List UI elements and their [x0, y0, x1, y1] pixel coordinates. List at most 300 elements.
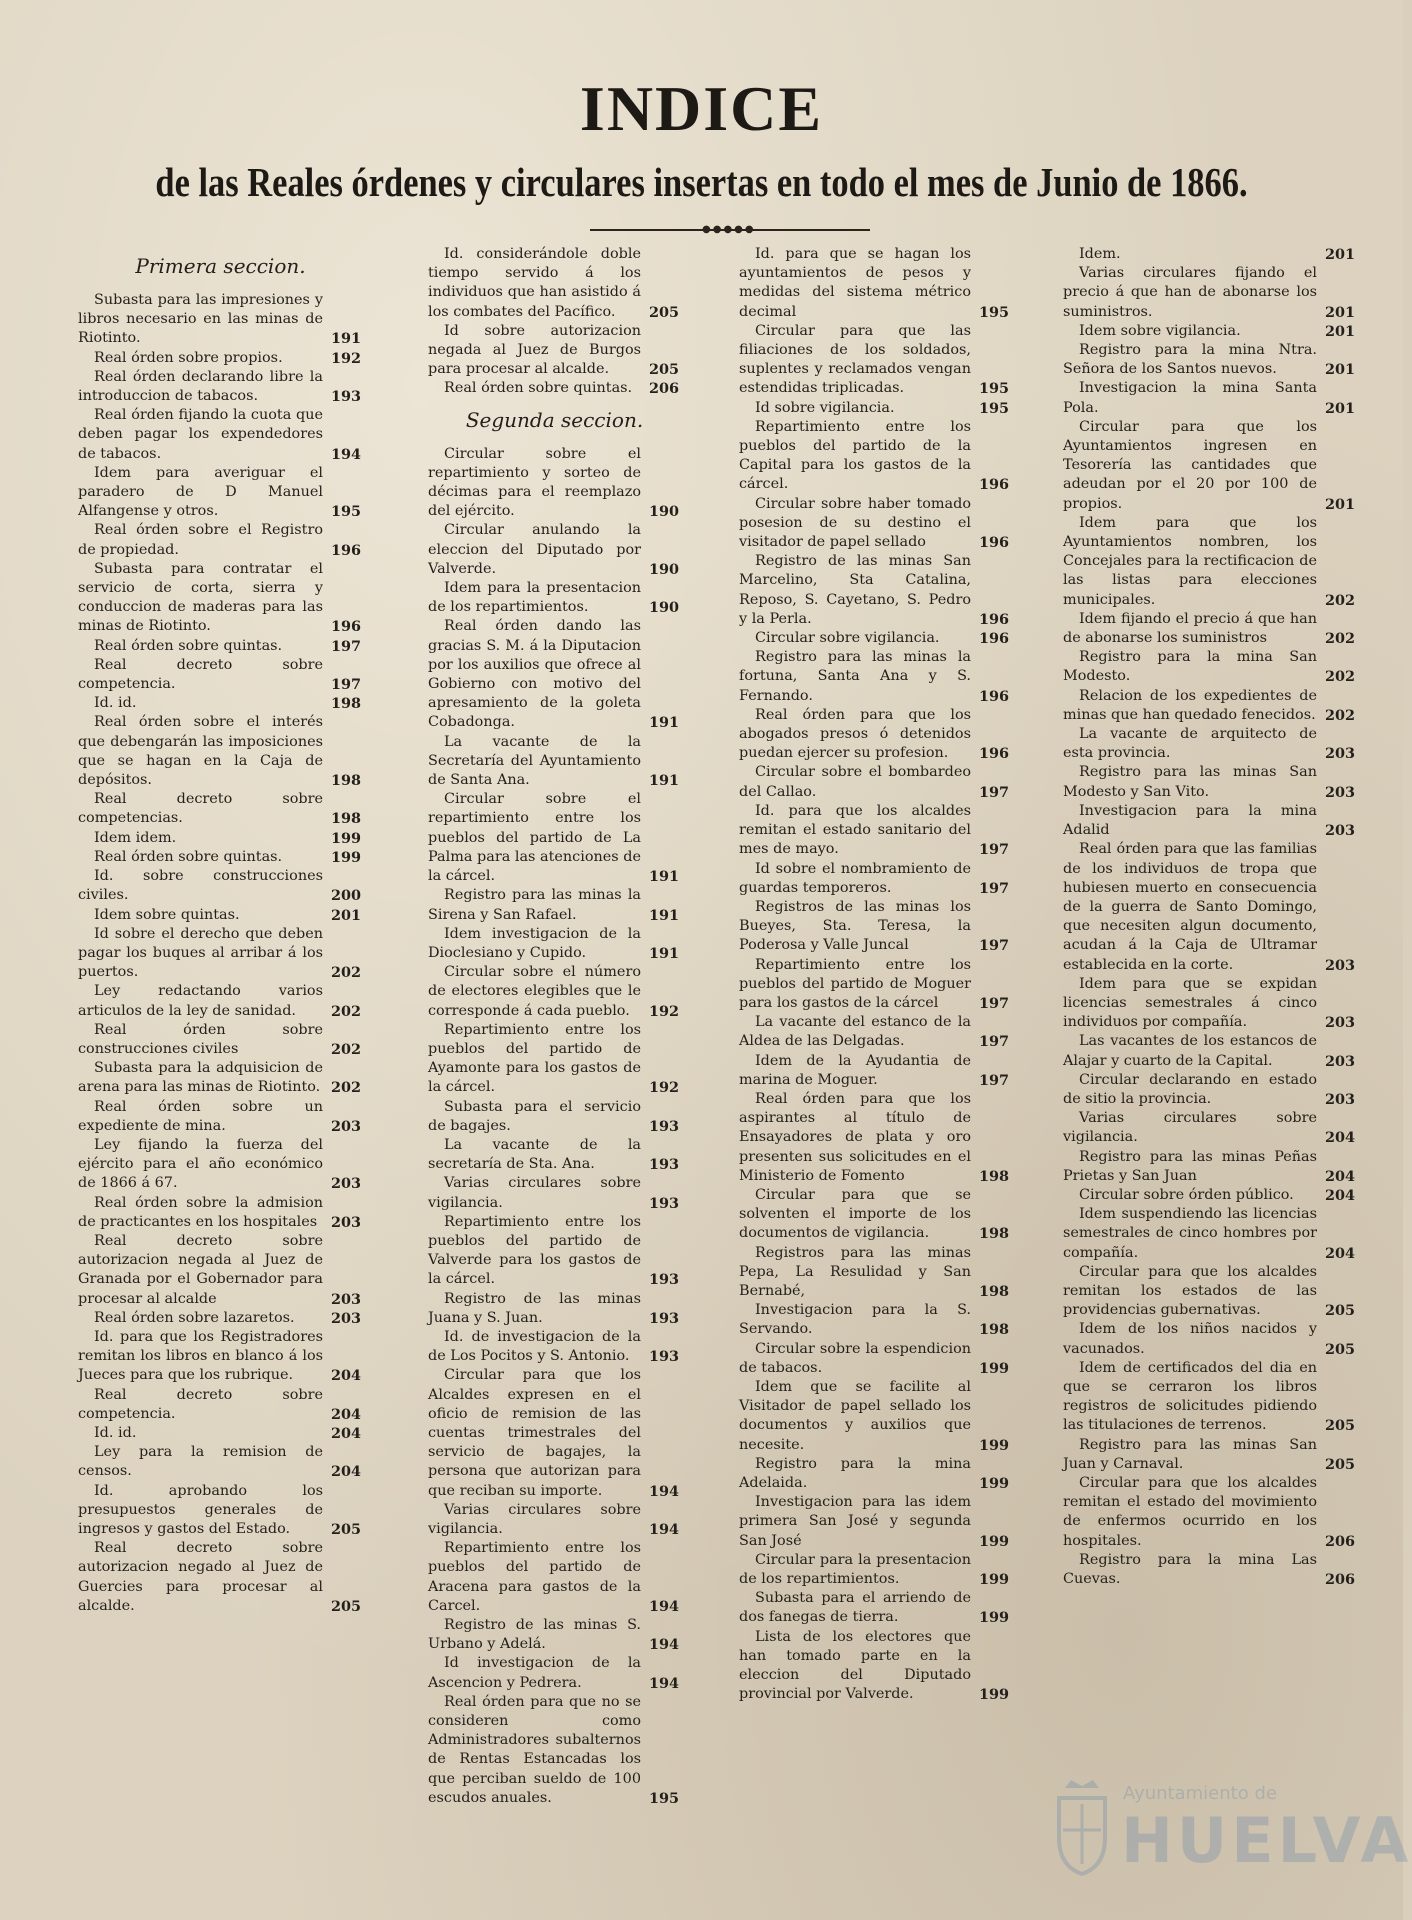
- entry-text: Circular sobre vigilancia.: [755, 630, 940, 647]
- entry-page-number: 194: [648, 1674, 679, 1692]
- entry-text: Real decreto sobre competencia.: [78, 1386, 323, 1422]
- entry-text: Id. considerándole doble tiempo servido á los individuos que han asistido á los combates del Pacífico.: [428, 246, 641, 320]
- index-entry: [1063, 1109, 1357, 1147]
- entry-text: Id. sobre construcciones civiles.: [78, 868, 323, 904]
- entry-text: Registro de las minas San Marcelino, Sta Catalina, Reposo, S. Cayetano, S. Pedro y la Perla.: [739, 553, 971, 627]
- index-entry: [428, 1290, 681, 1328]
- index-entry: [428, 1136, 681, 1174]
- index-entry: [739, 1589, 1011, 1627]
- index-column-4: [1063, 245, 1357, 1740]
- index-entry: [428, 521, 681, 579]
- index-entry: [428, 1174, 681, 1212]
- index-entry: [78, 1386, 363, 1424]
- document-subtitle: de las Reales órdenes y circulares insertas en todo el mes de Junio de 1866.: [155, 159, 1248, 205]
- entry-text: Circular sobre órden público.: [1079, 1186, 1294, 1203]
- entry-text: Circular sobre haber tomado posesion de su destino el visitador de papel sellado: [739, 495, 971, 551]
- index-entry: [1063, 648, 1357, 686]
- entry-text: Id investigacion de la Ascencion y Pedrera.: [428, 1655, 641, 1691]
- entry-text: Lista de los electores que han tomado parte en la eleccion del Diputado provincial por Valverde.: [739, 1628, 971, 1703]
- entry-text: Id sobre el derecho que deben pagar los buques al arribar á los puertos.: [78, 925, 323, 981]
- entry-text: Registros para las minas Pepa, La Resulidad y San Bernabé,: [739, 1244, 971, 1299]
- entry-page-number: 201: [330, 906, 361, 924]
- entry-page-number: 202: [1324, 630, 1355, 648]
- entry-text: Id. id.: [94, 1424, 137, 1441]
- index-entry: [78, 925, 363, 983]
- title-ornament-rule: ●●●●●: [590, 226, 870, 234]
- index-entry: [739, 245, 1011, 322]
- entry-page-number: 190: [648, 560, 679, 578]
- index-entry: [1063, 379, 1357, 417]
- entry-text: Real decreto sobre competencias.: [78, 791, 323, 827]
- entry-page-number: 204: [330, 1405, 361, 1423]
- index-entry: [428, 790, 681, 886]
- entry-page-number: 194: [648, 1482, 679, 1500]
- index-entry: [78, 982, 363, 1020]
- entry-text: Circular para la presentacion de los repartimientos.: [739, 1551, 971, 1588]
- entry-text: La vacante de la secretaría de Sta. Ana.: [428, 1136, 641, 1173]
- entry-page-number: 198: [978, 1321, 1009, 1339]
- entry-page-number: 197: [978, 937, 1009, 955]
- entry-page-number: 201: [1324, 303, 1355, 321]
- entry-page-number: 193: [648, 1348, 679, 1366]
- entry-page-number: 205: [330, 1521, 361, 1538]
- index-entry: [1063, 975, 1357, 1033]
- entry-page-number: 205: [330, 1597, 361, 1615]
- entry-page-number: 194: [648, 1597, 679, 1615]
- section-heading: Segunda seccion.: [465, 407, 644, 432]
- entry-text: Id. aprobando los presupuestos generales de ingresos y gastos del Estado.: [78, 1482, 323, 1537]
- entry-page-number: 201: [1324, 322, 1355, 340]
- entry-page-number: 193: [648, 1117, 679, 1135]
- index-entry: [428, 963, 681, 1021]
- entry-text: Id. de investigacion de la de Los Pocitos y S. Antonio.: [428, 1328, 641, 1365]
- entry-text: Id sobre el nombramiento de guardas temporeros.: [739, 860, 971, 896]
- entry-text: Investigacion para la S. Servando.: [739, 1302, 971, 1338]
- index-entry: [428, 617, 681, 732]
- entry-page-number: 205: [648, 303, 679, 321]
- index-entry: [78, 906, 363, 925]
- index-entry: [428, 1098, 681, 1136]
- entry-page-number: 203: [330, 1309, 361, 1327]
- entry-text: Varias circulares fijando el precio á que han de abonarse los suministros.: [1063, 265, 1317, 320]
- entry-page-number: 197: [978, 1033, 1009, 1051]
- index-entry: [428, 1501, 681, 1539]
- entry-page-number: 196: [978, 534, 1009, 552]
- entry-text: La vacante del estanco de la Aldea de las Delgadas.: [739, 1014, 971, 1050]
- entry-page-number: 200: [330, 887, 361, 905]
- entry-page-number: 205: [1324, 1455, 1355, 1473]
- entry-text: Idem investigacion de la Dioclesiano y Cupido.: [428, 925, 641, 961]
- entry-text: Circular sobre el bombardeo del Callao.: [739, 764, 971, 800]
- entry-page-number: 193: [648, 1156, 679, 1174]
- entry-text: Repartimiento entre los pueblos del partido de Valverde para los gastos de la cárcel.: [428, 1213, 641, 1288]
- entry-page-number: 191: [648, 944, 679, 962]
- entry-page-number: 203: [330, 1213, 361, 1231]
- entry-page-number: 199: [978, 1609, 1009, 1627]
- entry-text: Real órden para que los abogados presos ó detenidos puedan ejercer su profesion.: [739, 706, 971, 762]
- entry-text: Relacion de los expedientes de minas que han quedado fenecidos.: [1063, 687, 1317, 723]
- entry-text: Real órden para que no se consideren como Administradores subalternos de Rentas Estancadas los que perciban sueldo de 100 escudos anuales.: [428, 1693, 641, 1806]
- index-entry: [78, 368, 363, 406]
- index-entry: [428, 1539, 681, 1616]
- entry-text: Circular para que los alcaldes remitan el estado del movimiento de enfermos ocurrido en los hospitales.: [1063, 1475, 1317, 1549]
- index-entry: [1063, 245, 1357, 264]
- entry-page-number: 191: [648, 868, 679, 886]
- index-entry: [739, 1340, 1011, 1378]
- entry-text: Registro de las minas S. Urbano y Adelá.: [428, 1617, 641, 1653]
- entry-page-number: 191: [648, 714, 679, 732]
- index-entry: [428, 1328, 681, 1366]
- entry-text: Real órden sobre quintas.: [94, 848, 283, 865]
- index-entry: [78, 1482, 363, 1540]
- entry-page-number: 192: [648, 1002, 679, 1020]
- entry-text: Registro para la mina Las Cuevas.: [1063, 1551, 1317, 1588]
- entry-text: Real órden sobre el interés que debengarán las imposiciones que se hagan en la Caja de depósitos.: [78, 714, 323, 789]
- entry-text: Repartimiento entre los pueblos del partido de la Capital para los gastos de la cárcel.: [739, 418, 971, 493]
- entry-page-number: 193: [648, 1271, 679, 1289]
- watermark-line-2: HUELVA: [1121, 1804, 1412, 1877]
- entry-text: Id sobre autorizacion negada al Juez de Burgos para procesar al alcalde.: [428, 322, 641, 378]
- entry-text: Subasta para las impresiones y libros necesario en las minas de Riotinto.: [78, 292, 323, 347]
- entry-text: Registro para la mina San Modesto.: [1063, 649, 1317, 685]
- index-entry: [739, 1090, 1011, 1186]
- index-entry: [1063, 1474, 1357, 1551]
- entry-text: Real decreto sobre autorizacion negada al Juez de Granada por el Gobernador para procesar al alcalde: [78, 1232, 323, 1307]
- index-entry: [739, 860, 1011, 898]
- index-entry: [428, 379, 681, 398]
- entry-page-number: 196: [978, 745, 1009, 763]
- index-entry: [78, 829, 363, 848]
- index-entry: [78, 1059, 363, 1097]
- entry-text: Idem para averiguar el paradero de D Manuel Alfangense y otros.: [78, 464, 323, 520]
- entry-text: Real órden fijando la cuota que deben pagar los expendedores de tabacos.: [78, 407, 323, 462]
- entry-page-number: 195: [978, 380, 1009, 398]
- index-entry: [739, 956, 1011, 1014]
- entry-page-number: 199: [978, 1686, 1009, 1704]
- index-entry: [1063, 725, 1357, 763]
- entry-page-number: 204: [1324, 1244, 1355, 1262]
- entry-page-number: 203: [330, 1290, 361, 1308]
- entry-page-number: 197: [978, 879, 1009, 897]
- entry-page-number: 203: [1324, 745, 1355, 763]
- entry-text: Real decreto sobre competencia.: [78, 656, 323, 693]
- entry-text: Real órden sobre lazaretos.: [94, 1309, 295, 1326]
- entry-text: Investigacion la mina Santa Pola.: [1063, 380, 1317, 416]
- entry-page-number: 199: [978, 1436, 1009, 1454]
- entry-text: Real órden sobre un expediente de mina.: [78, 1098, 323, 1134]
- index-column-2: [428, 245, 681, 1807]
- index-entry: [1063, 840, 1357, 974]
- entry-page-number: 199: [978, 1532, 1009, 1550]
- index-entry: [428, 1654, 681, 1692]
- entry-page-number: 202: [330, 1040, 361, 1058]
- entry-page-number: 202: [1324, 706, 1355, 724]
- entry-page-number: 194: [648, 1636, 679, 1654]
- entry-text: Real órden sobre propios.: [94, 349, 283, 366]
- index-entry: [78, 291, 363, 349]
- index-entry: [1063, 418, 1357, 514]
- index-entry: [1063, 264, 1357, 322]
- entry-page-number: 203: [1324, 1090, 1355, 1108]
- index-entry: [78, 656, 363, 694]
- index-entry: [78, 1194, 363, 1232]
- entry-page-number: 203: [330, 1117, 361, 1135]
- index-entry: [1063, 1071, 1357, 1109]
- index-entry: [78, 867, 363, 905]
- entry-page-number: 192: [330, 349, 361, 367]
- entry-page-number: 194: [648, 1521, 679, 1538]
- index-entry: [78, 713, 363, 790]
- index-entry: [428, 579, 681, 617]
- index-entry: [1063, 610, 1357, 648]
- entry-page-number: 192: [648, 1079, 679, 1097]
- index-entry: [78, 790, 363, 828]
- entry-page-number: 198: [978, 1282, 1009, 1300]
- index-entry: [428, 886, 681, 924]
- entry-text: Idem sobre quintas.: [94, 906, 240, 923]
- entry-page-number: 196: [978, 476, 1009, 494]
- entry-page-number: 193: [330, 388, 361, 406]
- entry-page-number: 198: [330, 810, 361, 828]
- index-entry: [78, 1328, 363, 1386]
- index-entry: [428, 322, 681, 380]
- index-entry: [1063, 1436, 1357, 1474]
- entry-page-number: 202: [330, 1002, 361, 1020]
- index-entry: [78, 848, 363, 867]
- entry-page-number: 197: [978, 1071, 1009, 1089]
- index-entry: [1063, 1320, 1357, 1358]
- entry-page-number: 204: [1324, 1167, 1355, 1185]
- entry-page-number: 204: [330, 1424, 361, 1442]
- index-entry: [428, 1213, 681, 1290]
- entry-text: Idem idem.: [94, 829, 177, 846]
- entry-page-number: 196: [978, 630, 1009, 648]
- document-title: INDICE: [579, 73, 824, 144]
- entry-text: Real órden declarando libre la introduccion de tabacos.: [78, 368, 323, 405]
- entry-page-number: 191: [648, 906, 679, 924]
- entry-text: Id. id.: [94, 695, 137, 712]
- entry-text: Real órden sobre quintas.: [444, 380, 633, 397]
- index-column-1: [78, 245, 363, 1740]
- entry-page-number: 205: [1324, 1417, 1355, 1435]
- entry-text: Registro para la mina Adelaida.: [739, 1455, 971, 1491]
- entry-page-number: 197: [978, 783, 1009, 801]
- index-entry: [1063, 687, 1357, 725]
- index-entry: [739, 1301, 1011, 1339]
- index-entry: [428, 925, 681, 963]
- entry-text: Idem fijando el precio á que han de abonarse los suministros: [1063, 610, 1317, 647]
- index-entry: [739, 898, 1011, 956]
- entry-page-number: 206: [1324, 1571, 1355, 1589]
- entry-text: Idem para que los Ayuntamientos nombren, los Concejales para la rectificacion de las listas para elecciones municipales.: [1063, 514, 1317, 608]
- entry-text: Registro para las minas la Sirena y San Rafael.: [428, 887, 641, 923]
- entry-text: Subasta para el arriendo de dos fanegas de tierra.: [739, 1590, 971, 1626]
- index-entry: [1063, 514, 1357, 610]
- entry-page-number: 204: [330, 1463, 361, 1481]
- entry-text: Ley para la remision de censos.: [78, 1444, 323, 1480]
- entry-text: Circular para que las filiaciones de los soldados, suplentes y reclamados vengan estendidas triplicadas.: [739, 322, 971, 397]
- entry-page-number: 198: [978, 1167, 1009, 1185]
- entry-page-number: 201: [1324, 361, 1355, 379]
- watermark-line-1: Ayuntamiento de: [1123, 1783, 1277, 1804]
- index-entry: [1063, 763, 1357, 801]
- entry-page-number: 197: [978, 841, 1009, 859]
- entry-text: Circular sobre el número de electores elegibles que le corresponde á cada pueblo.: [428, 964, 641, 1019]
- index-entry: [78, 464, 363, 522]
- entry-page-number: 202: [330, 964, 361, 982]
- entry-page-number: 198: [978, 1225, 1009, 1243]
- entry-text: Idem sobre vigilancia.: [1079, 322, 1241, 339]
- archive-watermark: [1053, 1778, 1412, 1888]
- index-entry: [428, 245, 681, 322]
- entry-text: Circular para que los alcaldes remitan los estados de las providencias gubernativas.: [1063, 1263, 1317, 1319]
- entry-text: Circular para que los Ayuntamientos ingresen en Tesorería las cantidades que adeudan por el 20 por 100 de propios.: [1063, 418, 1317, 512]
- entry-page-number: 205: [648, 361, 679, 379]
- entry-text: Investigacion para la mina Adalid: [1063, 802, 1317, 839]
- entry-text: Id sobre vigilancia.: [755, 399, 895, 416]
- index-entry: [739, 1378, 1011, 1455]
- entry-page-number: 199: [978, 1475, 1009, 1492]
- index-entry: [1063, 1263, 1357, 1321]
- index-entry: [739, 552, 1011, 629]
- entry-page-number: 205: [1324, 1302, 1355, 1320]
- entry-page-number: 202: [1324, 668, 1355, 686]
- entry-text: Id. para que los Registradores remitan los libros en blanco á los Jueces para que los rubrique.: [78, 1328, 323, 1384]
- entry-page-number: 206: [648, 380, 679, 398]
- index-entry: [1063, 802, 1357, 840]
- entry-text: Circular anulando la eleccion del Diputado por Valverde.: [428, 522, 641, 577]
- entry-page-number: 205: [1324, 1340, 1355, 1358]
- entry-text: Varias circulares sobre vigilancia.: [428, 1175, 641, 1211]
- entry-text: Idem para que se expidan licencias semestrales á cinco individuos por compañía.: [1063, 975, 1317, 1031]
- entry-text: Registros de las minas los Bueyes, Sta. Teresa, la Poderosa y Valle Juncal: [739, 898, 971, 954]
- entry-page-number: 190: [648, 599, 679, 617]
- entry-text: Circular sobre el repartimiento y sorteo de décimas para el reemplazo del ejército.: [428, 445, 641, 520]
- index-entry: [739, 1455, 1011, 1493]
- entry-text: Idem de certificados del dia en que se cerraron los libros registros de solicitudes pidiendo las titulaciones de terrenos.: [1063, 1359, 1317, 1434]
- index-entry: [78, 521, 363, 559]
- entry-page-number: 202: [330, 1079, 361, 1097]
- entry-page-number: 204: [1324, 1186, 1355, 1204]
- index-entry: [739, 495, 1011, 553]
- entry-page-number: 203: [1324, 956, 1355, 974]
- index-entry: [428, 445, 681, 522]
- entry-text: Registro para las minas Peñas Prietas y San Juan: [1063, 1148, 1317, 1184]
- entry-text: Idem que se facilite al Visitador de papel sellado los documentos y auxilios que necesite.: [739, 1378, 971, 1453]
- entry-page-number: 195: [978, 399, 1009, 417]
- index-entry: [428, 1693, 681, 1808]
- entry-text: Circular declarando en estado de sitio la provincia.: [1063, 1071, 1317, 1107]
- entry-page-number: 197: [330, 637, 361, 655]
- entry-text: Investigacion para las idem primera San José y segunda San José: [739, 1494, 971, 1549]
- entry-text: Real órden para que los aspirantes al título de Ensayadores de plata y oro presenten sus solicitudes en el Ministerio de Fomento: [739, 1090, 971, 1184]
- entry-text: Subasta para el servicio de bagajes.: [428, 1098, 641, 1134]
- entry-text: Idem para la presentacion de los repartimientos.: [428, 580, 641, 616]
- index-entry: [78, 1424, 363, 1443]
- entry-page-number: 196: [330, 541, 361, 559]
- entry-page-number: 194: [330, 445, 361, 463]
- index-entry: [78, 560, 363, 637]
- entry-page-number: 198: [330, 695, 361, 713]
- index-entry: [739, 418, 1011, 495]
- entry-text: Real órden para que las familias de los individuos de tropa que hubiesen muerto en consecuencia de la guerra de Santo Domingo, que necesiten algun documento, acudan á la Caja de Ultramar establecida en la corte.: [1063, 841, 1317, 973]
- index-entry: [1063, 1148, 1357, 1186]
- entry-page-number: 197: [978, 994, 1009, 1012]
- entry-text: Real órden dando las gracias S. M. á la Diputacion por los auxilios que ofrece al Gobierno con motivo del apresamiento de la goleta Cobadonga.: [428, 618, 641, 731]
- index-entry: [1063, 322, 1357, 341]
- index-entry: [78, 349, 363, 368]
- entry-page-number: 204: [330, 1367, 361, 1385]
- index-entry: [739, 399, 1011, 418]
- entry-page-number: 191: [330, 330, 361, 348]
- entry-page-number: 190: [648, 503, 679, 521]
- entry-text: Registro para las minas San Juan y Carnaval.: [1063, 1436, 1317, 1472]
- entry-page-number: 199: [330, 848, 361, 866]
- entry-text: Ley fijando la fuerza del ejército para el año económico de 1866 á 67.: [78, 1136, 323, 1192]
- entry-page-number: 202: [1324, 591, 1355, 609]
- index-entry: [428, 733, 681, 791]
- entry-text: Repartimiento entre los pueblos del partido de Moguer para los gastos de la cárcel: [739, 956, 971, 1011]
- entry-page-number: 195: [330, 503, 361, 521]
- entry-page-number: 203: [1324, 1052, 1355, 1070]
- entry-page-number: 196: [330, 618, 361, 636]
- entry-text: Idem.: [1079, 246, 1121, 262]
- entry-page-number: 195: [648, 1789, 679, 1807]
- entry-text: Las vacantes de los estancos de Alajar y cuarto de la Capital.: [1063, 1033, 1317, 1069]
- entry-page-number: 203: [1324, 783, 1355, 801]
- entry-page-number: 193: [648, 1309, 679, 1327]
- index-entry: [78, 1098, 363, 1136]
- entry-text: Real decreto sobre autorizacion negado al Juez de Guercies para procesar al alcalde.: [78, 1540, 323, 1614]
- index-entry: [78, 1232, 363, 1309]
- entry-page-number: 199: [978, 1571, 1009, 1589]
- section-heading: Primera seccion.: [135, 254, 306, 278]
- entry-text: Repartimiento entre los pueblos del partido de Aracena para gastos de la Carcel.: [428, 1540, 641, 1614]
- index-entry: [739, 322, 1011, 399]
- entry-text: Ley redactando varios articulos de la ley de sanidad.: [78, 983, 323, 1019]
- index-entry: [739, 1013, 1011, 1051]
- entry-page-number: 196: [978, 610, 1009, 628]
- entry-text: Circular para que los Alcaldes expresen en el oficio de remision de las cuentas trimestrales del servicio de bagajes, la persona que autorizan para que reciban su importe.: [428, 1367, 641, 1499]
- entry-text: Circular sobre la espendicion de tabacos.: [739, 1340, 971, 1376]
- index-entry: [739, 763, 1011, 801]
- index-entry: [1063, 1186, 1357, 1205]
- index-entry: [1063, 1359, 1357, 1436]
- index-entry: [428, 1616, 681, 1654]
- index-entry: [739, 1493, 1011, 1551]
- entry-page-number: 203: [1324, 1014, 1355, 1032]
- entry-text: La vacante de la Secretaría del Ayuntamiento de Santa Ana.: [428, 733, 641, 789]
- entry-page-number: 199: [978, 1359, 1009, 1377]
- index-entry: [78, 1136, 363, 1194]
- entry-page-number: 203: [330, 1175, 361, 1193]
- index-entry: [78, 406, 363, 464]
- entry-page-number: 199: [330, 829, 361, 847]
- entry-text: Registro para la mina Ntra. Señora de los Santos nuevos.: [1063, 342, 1317, 378]
- index-entry: [1063, 1551, 1357, 1589]
- entry-text: Registro de las minas Juana y S. Juan.: [428, 1290, 641, 1326]
- entry-page-number: 203: [1324, 822, 1355, 840]
- entry-page-number: 204: [1324, 1129, 1355, 1147]
- index-entry: [78, 1443, 363, 1481]
- entry-text: Id. para que se hagan los ayuntamientos de pesos y medidas del sistema métrico decimal: [739, 246, 971, 320]
- entry-text: Idem suspendiendo las licencias semestrales de cinco hombres por compañía.: [1063, 1206, 1317, 1261]
- entry-text: Varias circulares sobre vigilancia.: [428, 1501, 641, 1537]
- index-entry: [428, 1366, 681, 1500]
- entry-text: Idem de la Ayudantia de marina de Moguer.: [739, 1052, 971, 1088]
- index-entry: [739, 1052, 1011, 1090]
- index-entry: [739, 1244, 1011, 1302]
